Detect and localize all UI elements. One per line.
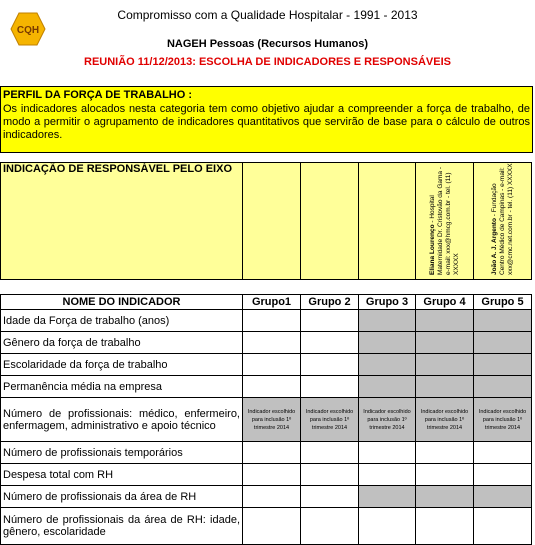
cell[interactable]: [359, 442, 416, 464]
cell[interactable]: [474, 508, 532, 545]
selected-cell[interactable]: Indicador escolhido para inclusão 1º trimestre 2014: [416, 398, 474, 442]
profile-text: Os indicadores alocados nesta categoria tem como objetivo ajudar a compreender a força de trabalho, de modo a permitir o agrupamento de indicadores quantitativos que servirão de base para o cálculo de outros indicadores.: [3, 103, 530, 141]
profile-title: PERFIL DA FORÇA DE TRABALHO :: [3, 89, 193, 101]
table-row: [1, 398, 532, 442]
cell[interactable]: [359, 486, 416, 508]
cell[interactable]: [474, 332, 532, 354]
cell[interactable]: [474, 486, 532, 508]
indicator-cell[interactable]: Número de profissionais: médico, enfermeiro, enfermagem, administrativo e apoio técnico: [1, 398, 243, 442]
cell[interactable]: [474, 464, 532, 486]
responsible-row: [1, 163, 532, 280]
table-row: [1, 508, 532, 545]
indicator-cell[interactable]: Idade da Força de trabalho (anos): [1, 310, 243, 332]
cell[interactable]: [301, 486, 359, 508]
responsible-g4-text: Eliana Lourenço - Hospital Maternidade Dr. Cristovão da Gama - e-mail: xxx@hmcg.com.br - tel. (11) XXXXX: [428, 166, 460, 275]
indicator-cell[interactable]: Despesa total com RH: [1, 464, 243, 486]
cell[interactable]: [301, 354, 359, 376]
cell[interactable]: [359, 464, 416, 486]
responsible-label[interactable]: INDICAÇÃO DE RESPONSÁVEL PELO EIXO: [1, 163, 243, 280]
indicator-cell[interactable]: Permanência média na empresa: [1, 376, 243, 398]
cell[interactable]: [243, 442, 301, 464]
cell[interactable]: [416, 486, 474, 508]
table-row: [1, 376, 532, 398]
cell[interactable]: [243, 310, 301, 332]
table-row: [1, 486, 532, 508]
indicator-cell[interactable]: Gênero da força de trabalho: [1, 332, 243, 354]
profile-box[interactable]: [0, 86, 533, 153]
cell[interactable]: [243, 332, 301, 354]
cell[interactable]: [301, 332, 359, 354]
col-indicator[interactable]: NOME DO INDICADOR: [1, 295, 243, 310]
column-header-row: [1, 295, 532, 310]
cell[interactable]: [474, 442, 532, 464]
cell[interactable]: [243, 486, 301, 508]
spacer-row: [1, 280, 532, 295]
header-title: Compromisso com a Qualidade Hospitalar - 1991 - 2013: [117, 8, 418, 22]
indicator-cell[interactable]: Escolaridade da força de trabalho: [1, 354, 243, 376]
cell[interactable]: [301, 442, 359, 464]
cell[interactable]: [474, 376, 532, 398]
header-subtitle: NAGEH Pessoas (Recursos Humanos): [166, 38, 369, 50]
col-g4[interactable]: Grupo 4: [416, 295, 474, 310]
selected-cell[interactable]: Indicador escolhido para inclusão 1º trimestre 2014: [301, 398, 359, 442]
cell[interactable]: [359, 508, 416, 545]
cell[interactable]: [474, 354, 532, 376]
selected-cell[interactable]: Indicador escolhido para inclusão 1º trimestre 2014: [243, 398, 301, 442]
indicator-table: [0, 162, 532, 545]
indicator-cell[interactable]: Número de profissionais da área de RH: [1, 486, 243, 508]
cell[interactable]: [243, 464, 301, 486]
cell[interactable]: [359, 354, 416, 376]
col-g1[interactable]: Grupo1: [243, 295, 301, 310]
cell[interactable]: [243, 508, 301, 545]
cell[interactable]: [301, 464, 359, 486]
logo-text: CQH: [16, 25, 40, 36]
cell[interactable]: [243, 376, 301, 398]
cell[interactable]: [474, 310, 532, 332]
cell[interactable]: [416, 310, 474, 332]
table-row: [1, 354, 532, 376]
selected-cell[interactable]: Indicador escolhido para inclusão 1º trimestre 2014: [474, 398, 532, 442]
col-g5[interactable]: Grupo 5: [474, 295, 532, 310]
cell[interactable]: [359, 376, 416, 398]
cell[interactable]: [416, 464, 474, 486]
cell[interactable]: [243, 354, 301, 376]
cell[interactable]: [416, 376, 474, 398]
cell[interactable]: [416, 354, 474, 376]
indicator-cell[interactable]: Número de profissionais temporários: [1, 442, 243, 464]
indicator-cell[interactable]: Número de profissionais da área de RH: idade, gênero, escolaridade: [1, 508, 243, 545]
responsible-g3-cell[interactable]: [359, 163, 416, 280]
table-row: [1, 442, 532, 464]
cell[interactable]: [416, 442, 474, 464]
table-row: [1, 310, 532, 332]
table-row: [1, 464, 532, 486]
responsible-g4-cell[interactable]: [416, 163, 474, 280]
table-row: [1, 332, 532, 354]
responsible-g2-cell[interactable]: [301, 163, 359, 280]
cell[interactable]: [301, 310, 359, 332]
selected-cell[interactable]: Indicador escolhido para inclusão 1º trimestre 2014: [359, 398, 416, 442]
responsible-g5-cell[interactable]: [474, 163, 532, 280]
cell[interactable]: [359, 332, 416, 354]
cell[interactable]: [359, 310, 416, 332]
cell[interactable]: [416, 508, 474, 545]
cell[interactable]: [301, 508, 359, 545]
responsible-g5-text: João A. J. Argento - Fundação Centro Médico de Campinas - e-mail: xxx@cmc.net.com.br - tel. (11) XXXXX: [490, 163, 514, 275]
cell[interactable]: [301, 376, 359, 398]
meeting-title: REUNIÃO 11/12/2013: ESCOLHA DE INDICADORES E RESPONSÁVEIS: [84, 56, 451, 68]
cell[interactable]: [416, 332, 474, 354]
col-g3[interactable]: Grupo 3: [359, 295, 416, 310]
col-g2[interactable]: Grupo 2: [301, 295, 359, 310]
responsible-g1-cell[interactable]: [243, 163, 301, 280]
